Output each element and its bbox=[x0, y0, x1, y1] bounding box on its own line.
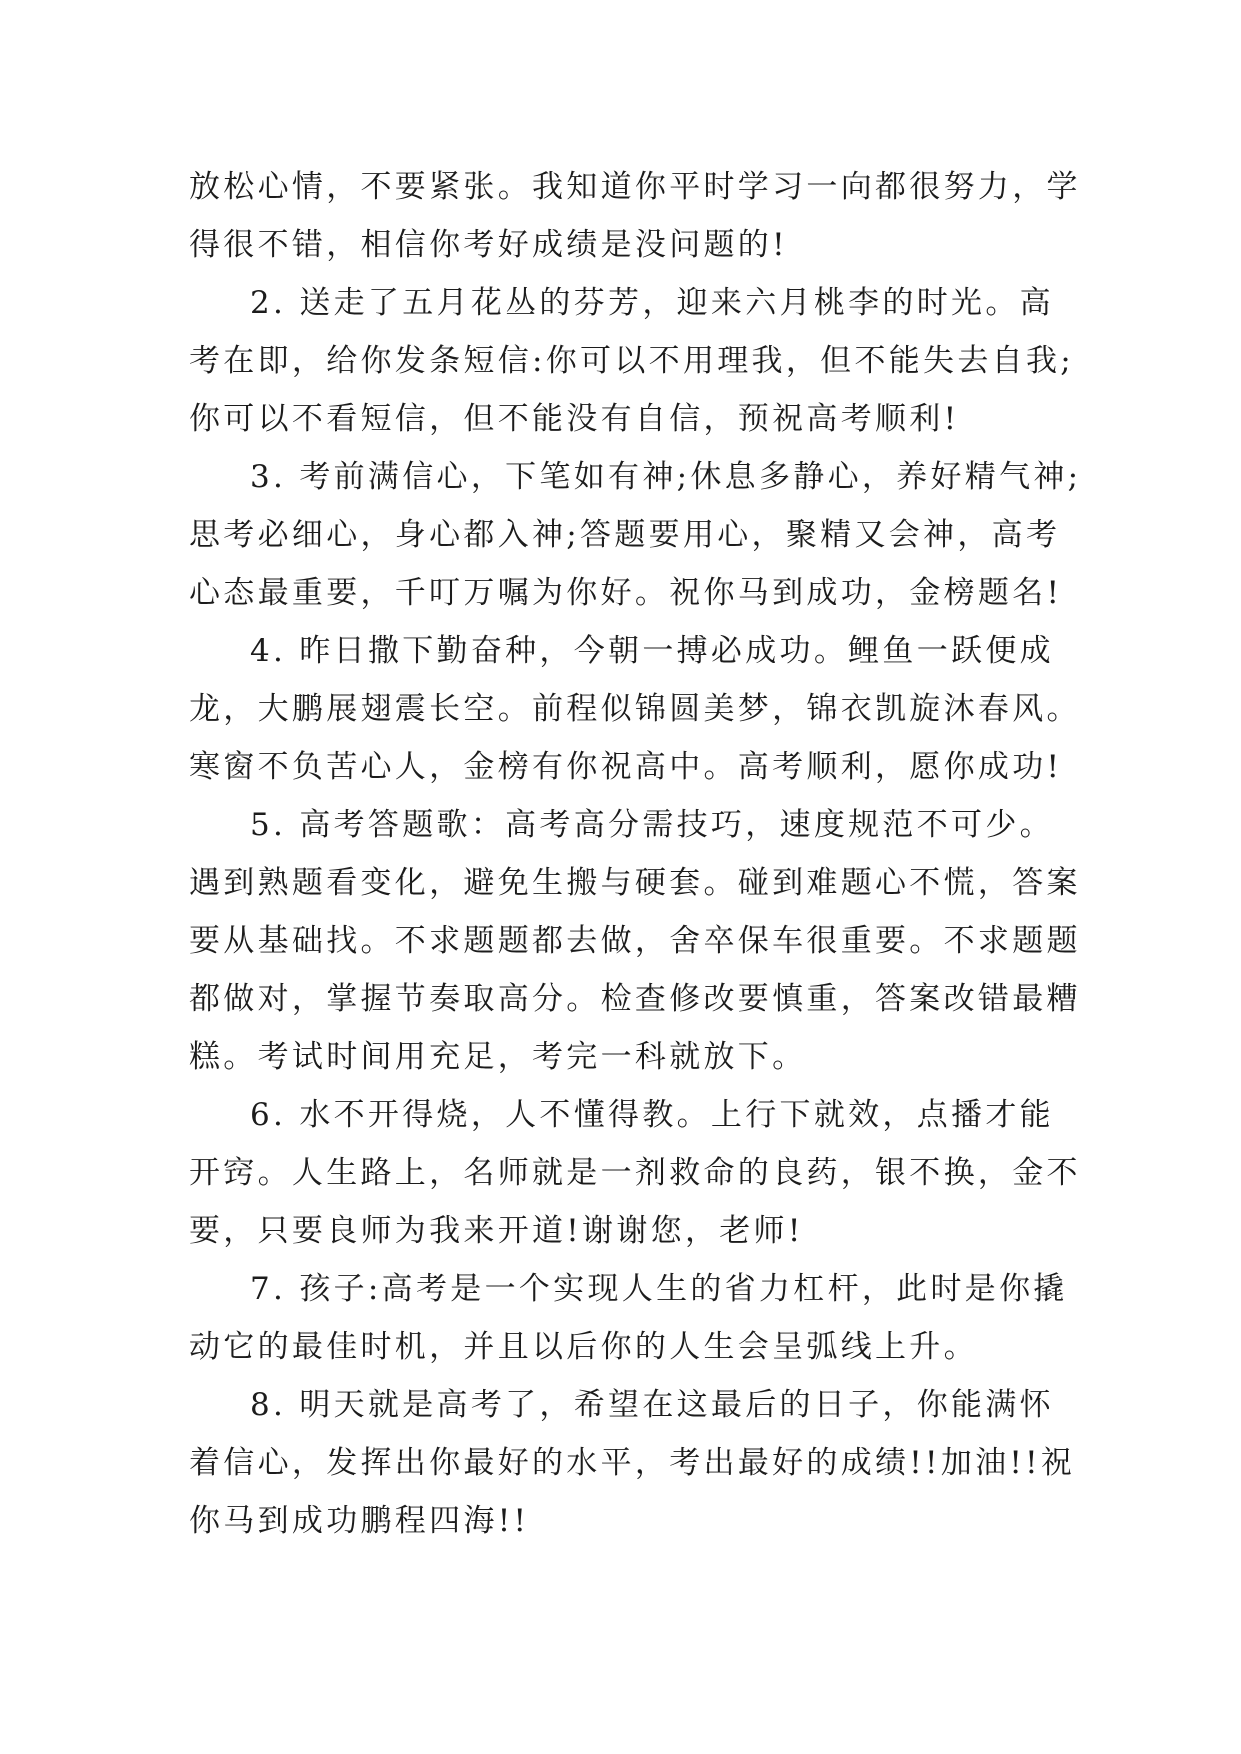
text-line bbox=[0, 1492, 1241, 1550]
line-text: 5. 高考答题歌：高考高分需技巧，速度规范不可少。 bbox=[250, 807, 1054, 843]
text-line bbox=[0, 854, 1241, 912]
line-text: 8. 明天就是高考了，希望在这最后的日子，你能满怀 bbox=[250, 1387, 1054, 1423]
text-line bbox=[0, 332, 1241, 390]
line-text: 糕。考试时间用充足，考完一科就放下。 bbox=[189, 1039, 807, 1075]
line-text: 思考必细心，身心都入神;答题要用心，聚精又会神，高考 bbox=[189, 517, 1061, 553]
line-text: 要从基础找。不求题题都去做，舍卒保车很重要。不求题题 bbox=[189, 923, 1081, 959]
text-line bbox=[0, 1144, 1241, 1202]
line-text: 6. 水不开得烧，人不懂得教。上行下就效，点播才能 bbox=[250, 1097, 1054, 1133]
line-text: 3. 考前满信心，下笔如有神;休息多静心，养好精气神; bbox=[250, 459, 1082, 495]
line-text: 你马到成功鹏程四海!! bbox=[189, 1503, 530, 1539]
text-line bbox=[0, 216, 1241, 274]
text-line bbox=[0, 506, 1241, 564]
line-text: 4. 昨日撒下勤奋种，今朝一搏必成功。鲤鱼一跃便成 bbox=[250, 633, 1054, 669]
line-text: 2. 送走了五月花丛的芬芳，迎来六月桃李的时光。高 bbox=[250, 285, 1054, 321]
text-line bbox=[0, 622, 1241, 680]
text-line bbox=[0, 274, 1241, 332]
line-text: 要，只要良师为我来开道!谢谢您，老师! bbox=[189, 1213, 804, 1249]
text-line bbox=[0, 912, 1241, 970]
text-line bbox=[0, 1086, 1241, 1144]
text-line bbox=[0, 796, 1241, 854]
text-line bbox=[0, 1376, 1241, 1434]
text-line bbox=[0, 970, 1241, 1028]
text-line bbox=[0, 1028, 1241, 1086]
line-text: 遇到熟题看变化，避免生搬与硬套。碰到难题心不慌，答案 bbox=[189, 865, 1081, 901]
text-line bbox=[0, 448, 1241, 506]
line-text: 你可以不看短信，但不能没有自信，预祝高考顺利! bbox=[189, 401, 960, 437]
text-line bbox=[0, 680, 1241, 738]
line-text: 寒窗不负苦心人，金榜有你祝高中。高考顺利，愿你成功! bbox=[189, 749, 1063, 785]
line-text: 龙，大鹏展翅震长空。前程似锦圆美梦，锦衣凯旋沐春风。 bbox=[189, 691, 1081, 727]
text-line bbox=[0, 564, 1241, 622]
line-text: 7. 孩子:高考是一个实现人生的省力杠杆，此时是你撬 bbox=[250, 1271, 1068, 1307]
text-line bbox=[0, 158, 1241, 216]
line-text: 得很不错，相信你考好成绩是没问题的! bbox=[189, 227, 788, 263]
line-text: 着信心，发挥出你最好的水平，考出最好的成绩!!加油!!祝 bbox=[189, 1445, 1076, 1481]
line-text: 动它的最佳时机，并且以后你的人生会呈弧线上升。 bbox=[189, 1329, 978, 1365]
text-line bbox=[0, 1260, 1241, 1318]
line-text: 考在即，给你发条短信:你可以不用理我，但不能失去自我; bbox=[189, 343, 1074, 379]
line-text: 心态最重要，千叮万嘱为你好。祝你马到成功，金榜题名! bbox=[189, 575, 1063, 611]
text-line bbox=[0, 1318, 1241, 1376]
line-text: 放松心情，不要紧张。我知道你平时学习一向都很努力，学 bbox=[189, 169, 1081, 205]
text-line bbox=[0, 1434, 1241, 1492]
line-text: 都做对，掌握节奏取高分。检查修改要慎重，答案改错最糟 bbox=[189, 981, 1081, 1017]
text-line bbox=[0, 738, 1241, 796]
text-line bbox=[0, 390, 1241, 448]
line-text: 开窍。人生路上，名师就是一剂救命的良药，银不换，金不 bbox=[189, 1155, 1081, 1191]
text-line bbox=[0, 1202, 1241, 1260]
